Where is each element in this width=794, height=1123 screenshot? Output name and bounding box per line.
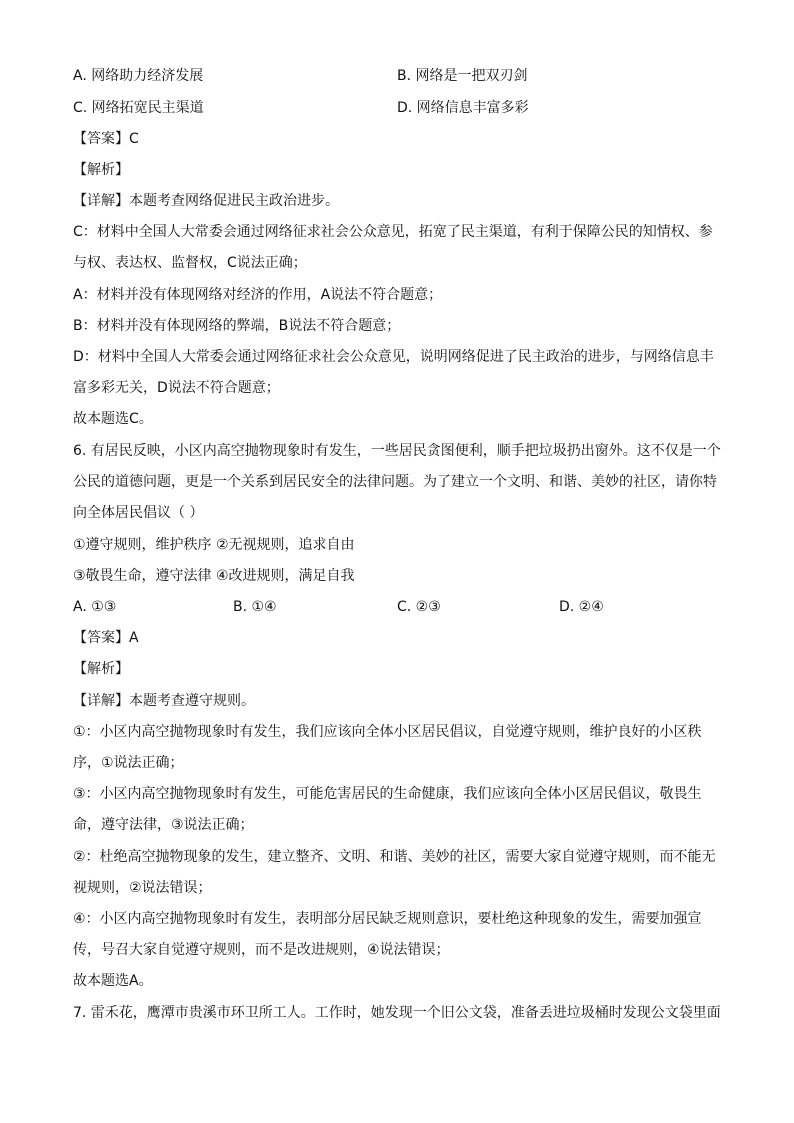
q6-option-b: B. ①④	[233, 599, 277, 615]
q6-detail: 【详解】本题考查遵守规则。	[73, 693, 255, 709]
q5-answer: 【答案】C	[73, 131, 139, 147]
q6-stem: 6. 有居民反映，小区内高空抛物现象时有发生，一些居民贪图便利，顺手把垃圾扔出窗外。这不仅是一个	[73, 443, 721, 459]
q5-option-d: D. 网络信息丰富多彩	[397, 100, 529, 116]
q5-line: B：材料并没有体现网络的弊端，B说法不符合题意；	[73, 318, 401, 334]
q6-stem: 向全体居民倡议（ ）	[73, 505, 204, 521]
q6-line: 视规则，②说法错误；	[73, 880, 212, 896]
q5-analysis-label: 【解析】	[73, 162, 129, 178]
q6-option-d: D. ②④	[559, 599, 604, 615]
q6-line: ③：小区内高空抛物现象时有发生，可能危害居民的生命健康，我们应该向全体小区居民倡议，敬畏生	[73, 786, 702, 802]
q5-detail: 【详解】本题考查网络促进民主政治进步。	[73, 193, 339, 209]
q6-answer: 【答案】A	[73, 630, 139, 646]
q5-line: 与权、表达权、监督权，C说法正确；	[73, 255, 307, 271]
q5-option-a: A. 网络助力经济发展	[73, 68, 204, 84]
q6-statement: ③敬畏生命，遵守法律 ④改进规则，满足自我	[73, 568, 355, 584]
q6-line: 命，遵守法律，③说法正确；	[73, 817, 254, 833]
q6-line: ②：杜绝高空抛物现象的发生，建立整齐、文明、和谐、美妙的社区，需要大家自觉遵守规则，而不能无	[73, 849, 716, 865]
q7-stem: 7. 雷禾花，鹰潭市贵溪市环卫所工人。工作时，她发现一个旧公文袋，准备丢进垃圾桶时发现公文袋里面	[73, 1005, 721, 1021]
q6-line: 序，①说法正确；	[73, 755, 184, 771]
q6-line: ④：小区内高空抛物现象时有发生，表明部分居民缺乏规则意识，要杜绝这种现象的发生，需要加强宣	[73, 911, 702, 927]
q5-line: A：材料并没有体现网络对经济的作用，A说法不符合题意；	[73, 287, 443, 303]
q6-option-c: C. ②③	[397, 599, 441, 615]
q6-stem: 公民的道德问题，更是一个关系到居民安全的法律问题。为了建立一个文明、和谐、美妙的社区，请你特	[73, 474, 717, 490]
q6-line: ①：小区内高空抛物现象时有发生，我们应该向全体小区居民倡议，自觉遵守规则，维护良好的小区秩	[73, 724, 702, 740]
q6-statement: ①遵守规则，维护秩序 ②无视规则，追求自由	[73, 537, 355, 553]
q5-option-b: B. 网络是一把双刃剑	[397, 68, 528, 84]
q5-line: C：材料中全国人大常委会通过网络征求社会公众意见，拓宽了民主渠道，有利于保障公民的知情权、参	[73, 224, 713, 240]
q5-option-c: C. 网络拓宽民主渠道	[73, 100, 204, 116]
q5-line: 富多彩无关，D说法不符合题意；	[73, 380, 280, 396]
q5-line: 故本题选C。	[73, 411, 153, 427]
q6-line: 传，号召大家自觉遵守规则，而不是改进规则，④说法错误；	[73, 942, 450, 958]
q6-analysis-label: 【解析】	[73, 661, 129, 677]
q5-line: D：材料中全国人大常委会通过网络征求社会公众意见，说明网络促进了民主政治的进步，与网络信息丰	[73, 349, 714, 365]
q6-option-a: A. ①③	[73, 599, 117, 615]
q6-line: 故本题选A。	[73, 973, 153, 989]
